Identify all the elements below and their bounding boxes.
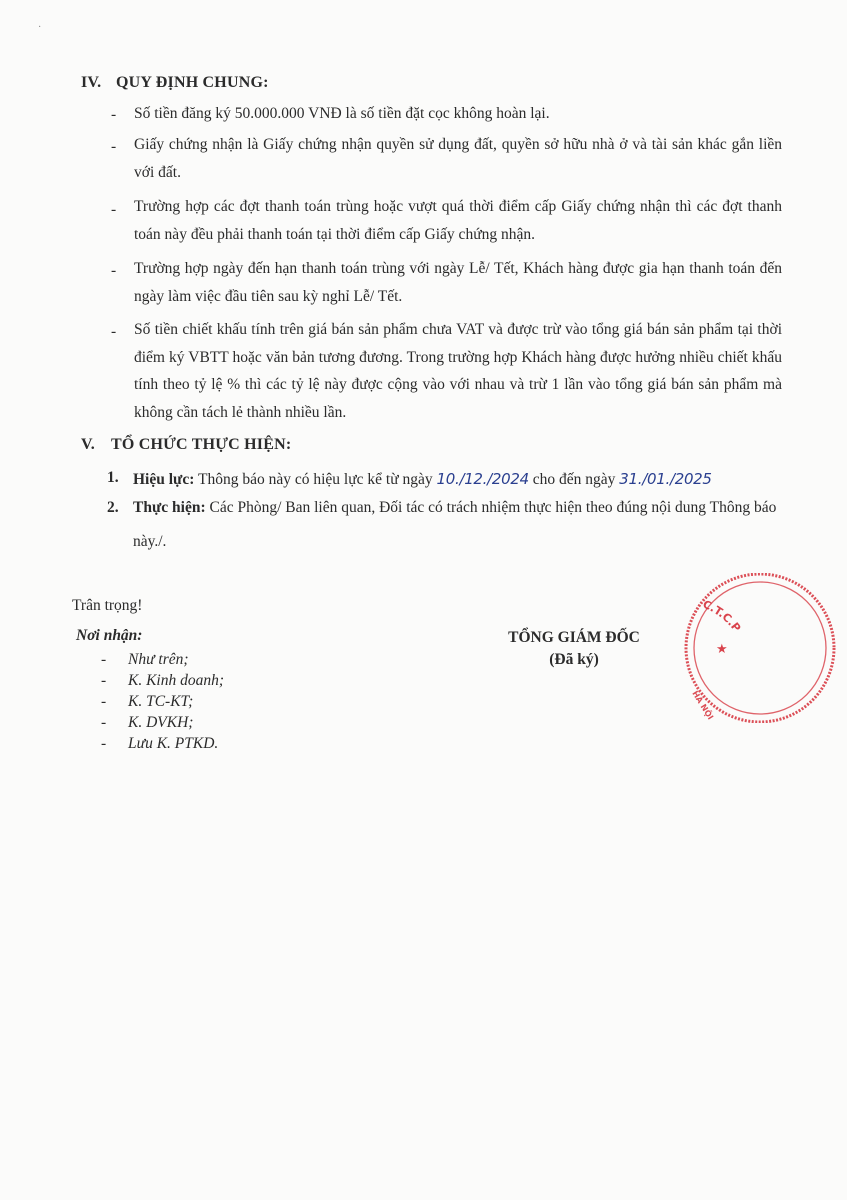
recipient-text: K. TC-KT; — [128, 693, 194, 710]
recipient-item — [101, 672, 224, 690]
section-v-title: TỔ CHỨC THỰC HIỆN: — [111, 436, 292, 453]
section-v-item-2 — [133, 491, 783, 559]
signer-block — [484, 627, 664, 671]
signer-title: TỔNG GIÁM ĐỐC — [508, 629, 640, 646]
recipient-item — [101, 714, 193, 732]
recipient-dash: - — [101, 672, 107, 689]
section-iv-bullet-3: Trường hợp các đợt thanh toán trùng hoặc vượt quá thời điểm cấp Giấy chứng nhận thì các đợt thanh toán này đều phải thanh toán tại thời điểm cấp Giấy chứng nhận. — [134, 198, 782, 243]
bullet-dash: - — [111, 323, 117, 340]
seal-text: C.T.C.P — [700, 597, 744, 635]
section-v-item-1-number: 1. — [107, 469, 119, 486]
recipient-text: Như trên; — [128, 651, 189, 668]
recipient-item — [101, 735, 218, 753]
recipients-title: Nơi nhận: — [76, 627, 143, 644]
recipient-dash: - — [101, 714, 107, 731]
section-iv-bullet-5: Số tiền chiết khấu tính trên giá bán sản phẩm chưa VAT và được trừ vào tổng giá bán sản phẩm tại thời điểm ký VBTT hoặc văn bản tương đương. Trong trường hợp Khách hàng được hưởng nhiều chiết khấu tính theo tỷ lệ % thì các tỷ lệ này được cộng vào với nhau và trừ 1 lần vào tổng giá bán sản phẩm mà không cần tách lẻ thành nhiều lần. — [134, 321, 782, 421]
section-iv-title: QUY ĐỊNH CHUNG: — [116, 74, 269, 91]
section-iv-number: IV. — [81, 74, 102, 91]
section-v-number: V. — [81, 436, 95, 453]
recipient-item — [101, 693, 193, 711]
recipient-text: K. DVKH; — [128, 714, 194, 731]
bullet-dash: - — [111, 201, 117, 218]
item-1-text-middle: cho đến ngày — [532, 471, 616, 488]
bullet-dash: - — [111, 138, 117, 155]
handwritten-date-from: 10./12./2024 — [436, 470, 529, 488]
recipient-text: Lưu K. PTKD. — [128, 735, 219, 752]
recipient-dash: - — [101, 693, 107, 710]
seal-star-icon: ★ — [716, 642, 728, 657]
section-iv-bullet-4: Trường hợp ngày đến hạn thanh toán trùng với ngày Lễ/ Tết, Khách hàng được gia hạn thanh toán đến ngày làm việc đầu tiên sau kỳ nghỉ Lễ/ Tết. — [134, 260, 782, 305]
recipient-text: K. Kinh doanh; — [128, 672, 225, 689]
recipient-dash: - — [101, 735, 107, 752]
section-iv-bullet-1: Số tiền đăng ký 50.000.000 VNĐ là số tiền đặt cọc không hoàn lại. — [134, 105, 550, 122]
svg-text:C.T.C.P — [701, 598, 743, 635]
item-2-label: Thực hiện: — [133, 499, 206, 516]
bullet-dash: - — [111, 106, 117, 123]
section-v-heading — [81, 436, 291, 454]
section-v-item-2-number: 2. — [107, 499, 119, 516]
company-seal-stamp — [650, 573, 847, 723]
recipient-dash: - — [101, 651, 107, 668]
closing-greeting: Trân trọng! — [72, 597, 143, 614]
handwritten-date-to: 31./01./2025 — [619, 470, 712, 488]
section-iv-heading — [81, 74, 269, 92]
item-1-label: Hiệu lực: — [133, 471, 195, 488]
section-iv-bullet-2: Giấy chứng nhận là Giấy chứng nhận quyền sử dụng đất, quyền sở hữu nhà ở và tài sản khác gắn liền với đất. — [134, 136, 782, 181]
signer-note: (Đã ký) — [549, 651, 599, 668]
bullet-dash: - — [111, 262, 117, 279]
recipient-item — [101, 651, 189, 669]
item-1-text-before: Thông báo này có hiệu lực kể từ ngày — [198, 471, 433, 488]
scan-speck: · — [38, 22, 42, 33]
item-2-text: Các Phòng/ Ban liên quan, Đối tác có trách nhiệm thực hiện theo đúng nội dung Thông báo này./. — [133, 499, 777, 550]
seal-text-bottom: HÀ NỘI — [690, 689, 715, 722]
